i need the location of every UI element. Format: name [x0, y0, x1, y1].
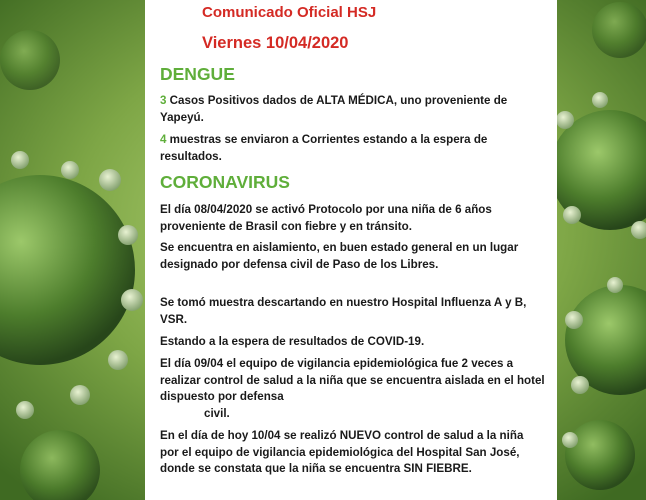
dengue-item [160, 93, 545, 126]
paragraph-tail: civil. [204, 406, 230, 420]
dengue-item-text: Casos Positivos dados de ALTA MÉDICA, uno proveniente de Yapeyú. [160, 94, 508, 124]
dengue-heading: DENGUE [160, 64, 235, 84]
coronavirus-paragraph [160, 356, 545, 422]
coronavirus-paragraph: Estando a la espera de resultados de COVID-19. [160, 335, 425, 348]
dengue-item [160, 132, 545, 165]
coronavirus-heading: CORONAVIRUS [160, 172, 290, 192]
page-title: Comunicado Oficial HSJ [202, 4, 377, 21]
coronavirus-paragraph: Se tomó muestra descartando en nuestro Hospital Influenza A y B, VSR. [160, 296, 527, 326]
coronavirus-paragraph: En el día de hoy 10/04 se realizó NUEVO control de salud a la niña por el equipo de vigilancia epidemiológica del Hospital San José, donde se constata que la niña se encuentra SIN FIEBRE. [160, 429, 524, 475]
paragraph-text: El día 09/04 el equipo de vigilancia epidemiológica fue 2 veces a realizar control de salud a la niña que se encuentra aislada en el hotel dispuesto por defensa [160, 357, 545, 403]
dengue-count: 4 [160, 133, 167, 146]
coronavirus-paragraph: El día 08/04/2020 se activó Protocolo por una niña de 6 años proveniente de Brasil con fiebre y en tránsito. [160, 203, 492, 233]
coronavirus-paragraph: Se encuentra en aislamiento, en buen estado general en un lugar designado por defensa civil de Paso de los Libres. [160, 241, 519, 271]
dengue-item-text: muestras se enviaron a Corrientes estando a la espera de resultados. [160, 133, 488, 163]
date-heading: Viernes 10/04/2020 [202, 34, 349, 52]
dengue-count: 3 [160, 94, 167, 107]
